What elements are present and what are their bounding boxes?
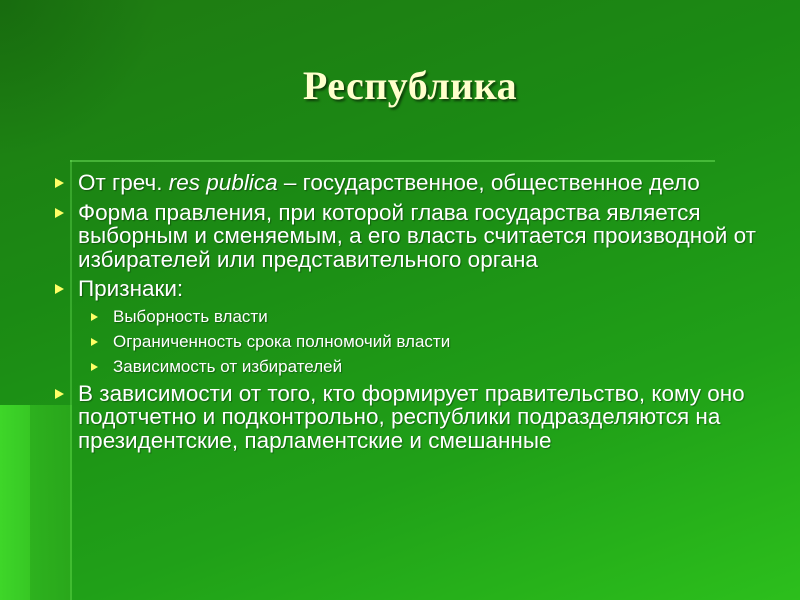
list-item — [55, 201, 765, 272]
sub-list-item-text: Зависимость от избирателей — [113, 356, 343, 376]
sub-list — [55, 307, 765, 377]
triangle-bullet-icon — [91, 338, 98, 346]
triangle-bullet-icon — [55, 178, 64, 188]
list-item-text: В зависимости от того, кто формирует правительство, кому оно подотчетно и подконтрольно, республики подразделяются на президентские, парламентские и смешанные — [78, 380, 745, 453]
background-stripe — [0, 405, 30, 600]
triangle-bullet-icon — [91, 363, 98, 371]
triangle-bullet-icon — [55, 208, 64, 218]
decorative-horizontal-line — [70, 160, 715, 162]
sub-list-item — [55, 357, 765, 377]
triangle-bullet-icon — [55, 389, 64, 399]
triangle-bullet-icon — [91, 313, 98, 321]
list-item-italic-term: res publica — [168, 170, 278, 195]
slide-title: Республика — [302, 63, 518, 108]
list-item — [55, 277, 765, 301]
list-item-text: Форма правления, при которой глава государства является выборным и сменяемым, а его власть считается производной от избирателей или представительного органа — [78, 199, 756, 272]
sub-list-item-text: Ограниченность срока полномочий власти — [113, 331, 451, 351]
list-item-text: От греч. — [78, 170, 169, 195]
sub-list-item — [55, 307, 765, 327]
triangle-bullet-icon — [55, 284, 64, 294]
list-item-text: – государственное, общественное дело — [277, 170, 700, 195]
bullet-list — [55, 171, 765, 458]
list-item — [55, 171, 765, 195]
sub-list-item — [55, 332, 765, 352]
sub-list-item-text: Выборность власти — [113, 306, 268, 326]
list-item-text: Признаки: — [78, 276, 184, 301]
list-item — [55, 382, 765, 453]
